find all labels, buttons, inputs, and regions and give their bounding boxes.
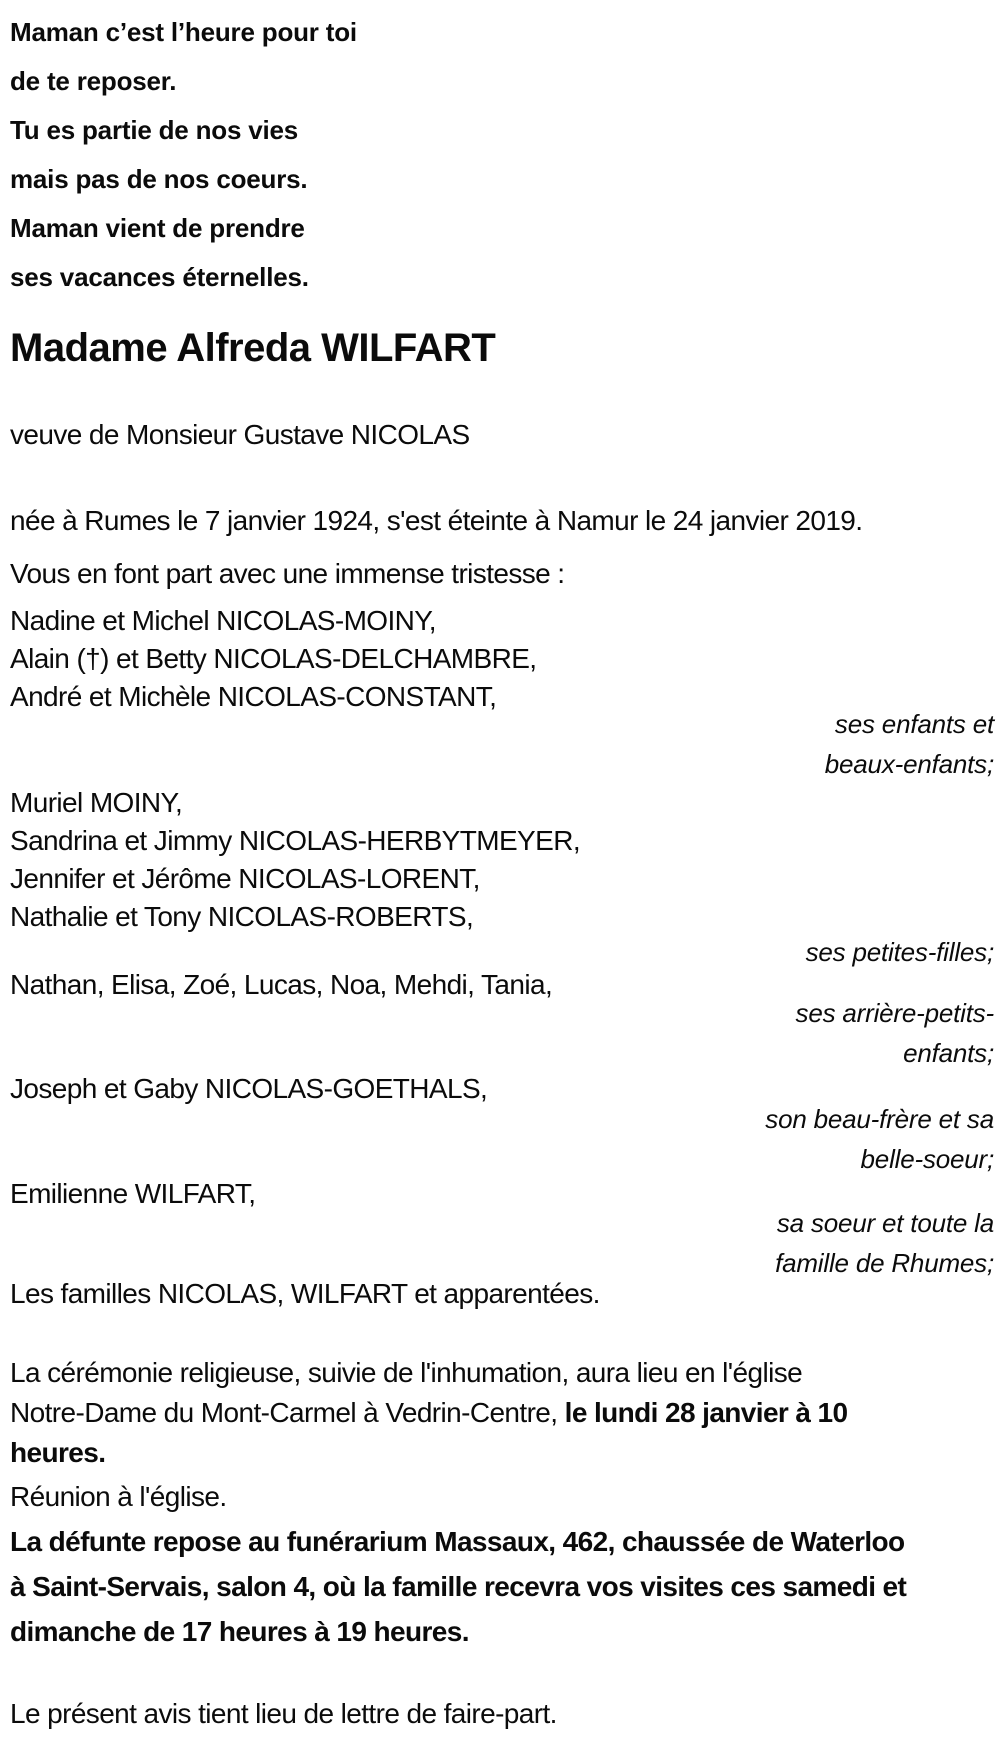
relation-line: ses arrière-petits- bbox=[795, 998, 994, 1028]
relation-children bbox=[825, 704, 994, 784]
repose-line: à Saint-Servais, salon 4, où la famille recevra vos visites ces samedi et bbox=[10, 1571, 907, 1602]
relation-line: son beau-frère et sa bbox=[765, 1104, 994, 1134]
relation-line: beaux-enfants; bbox=[824, 749, 994, 779]
epitaph-line: Tu es partie de nos vies bbox=[10, 115, 299, 145]
repose-paragraph bbox=[10, 1519, 906, 1654]
relation-great-grandchildren bbox=[796, 993, 994, 1073]
epitaph-line: Maman vient de prendre bbox=[10, 213, 305, 243]
announcement-line: Vous en font part avec une immense tristesse : bbox=[10, 558, 565, 589]
repose-line: La défunte repose au funérarium Massaux, 462, chaussée de Waterloo bbox=[10, 1526, 905, 1557]
mourner-name-line: André et Michèle NICOLAS-CONSTANT, bbox=[10, 681, 497, 712]
ceremony-line: La cérémonie religieuse, suivie de l'inhumation, aura lieu en l'église bbox=[10, 1357, 803, 1388]
relation-line: famille de Rhumes; bbox=[775, 1248, 994, 1278]
repose-line: dimanche de 17 heures à 19 heures. bbox=[10, 1616, 469, 1647]
epitaph-line: ses vacances éternelles. bbox=[10, 262, 309, 292]
epitaph-poem bbox=[10, 8, 357, 302]
epitaph-line: mais pas de nos coeurs. bbox=[10, 164, 308, 194]
families-line: Les familles NICOLAS, WILFART et apparentées. bbox=[10, 1278, 600, 1309]
relation-line: sa soeur et toute la bbox=[776, 1208, 994, 1238]
ceremony-date-bold: le lundi 28 janvier à 10 bbox=[564, 1397, 848, 1428]
mourner-name-line: Alain (†) et Betty NICOLAS-DELCHAMBRE, bbox=[10, 643, 537, 674]
mourner-group-granddaughters bbox=[10, 784, 580, 936]
ceremony-line-regular-part: Notre-Dame du Mont-Carmel à Vedrin-Centre, bbox=[10, 1397, 565, 1428]
closing-line: Le présent avis tient lieu de lettre de faire-part. bbox=[10, 1698, 557, 1729]
mourner-name-line: Nadine et Michel NICOLAS-MOINY, bbox=[10, 605, 436, 636]
deceased-name: Madame Alfreda WILFART bbox=[10, 326, 496, 370]
ceremony-paragraph bbox=[10, 1353, 848, 1473]
relation-line: belle-soeur; bbox=[860, 1144, 994, 1174]
mourner-name-line: Jennifer et Jérôme NICOLAS-LORENT, bbox=[10, 863, 480, 894]
meeting-line: Réunion à l'église. bbox=[10, 1481, 227, 1512]
relation-granddaughters bbox=[806, 932, 994, 972]
relation-line: ses enfants et bbox=[834, 709, 994, 739]
relation-in-laws bbox=[765, 1099, 994, 1179]
widow-line: veuve de Monsieur Gustave NICOLAS bbox=[10, 419, 470, 450]
epitaph-line: Maman c’est l’heure pour toi bbox=[10, 17, 357, 47]
epitaph-line: de te reposer. bbox=[10, 66, 177, 96]
mourner-name-line: Nathalie et Tony NICOLAS-ROBERTS, bbox=[10, 901, 474, 932]
relation-line: enfants; bbox=[903, 1038, 994, 1068]
mourner-name-line: Nathan, Elisa, Zoé, Lucas, Noa, Mehdi, Tania, bbox=[10, 969, 553, 1000]
ceremony-line-bold: heures. bbox=[10, 1437, 106, 1468]
mourner-name-line: Sandrina et Jimmy NICOLAS-HERBYTMEYER, bbox=[10, 825, 581, 856]
mourner-name-line: Muriel MOINY, bbox=[10, 787, 183, 818]
mourner-name-line: Joseph et Gaby NICOLAS-GOETHALS, bbox=[10, 1073, 488, 1104]
ceremony-line bbox=[10, 1393, 848, 1433]
relation-sister bbox=[775, 1203, 994, 1283]
relation-line: ses petites-filles; bbox=[805, 937, 994, 967]
mourner-name-line: Emilienne WILFART, bbox=[10, 1178, 256, 1209]
birth-death-line: née à Rumes le 7 janvier 1924, s'est éteinte à Namur le 24 janvier 2019. bbox=[10, 505, 863, 536]
mourner-group-children bbox=[10, 602, 536, 716]
